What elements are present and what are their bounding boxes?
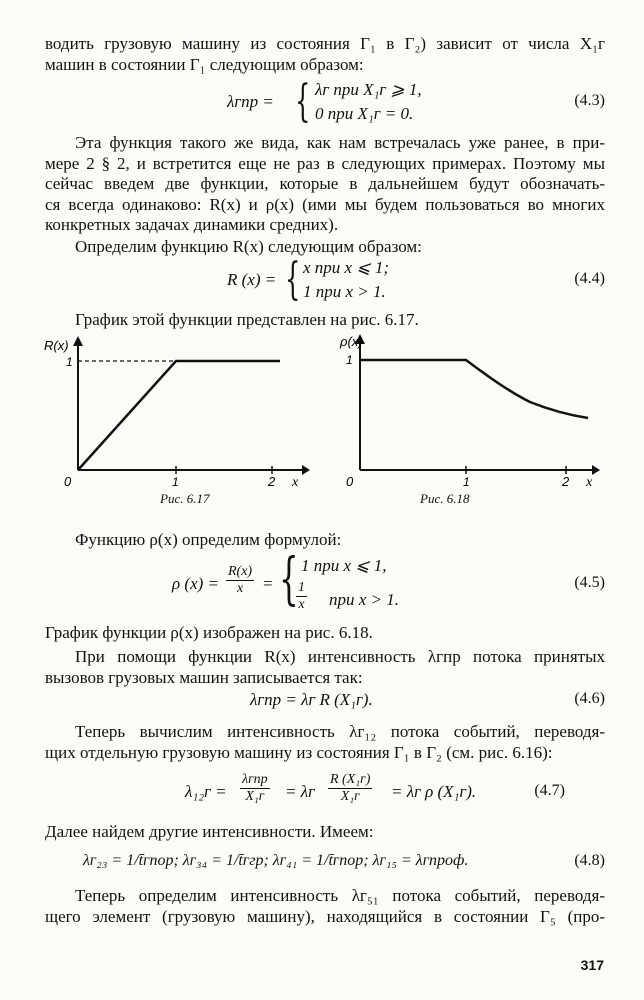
tick-label-x1: 1 [463, 475, 470, 489]
x-axis-label: x [586, 475, 593, 490]
text-line: График функции ρ(x) изображен на рис. 6.18. [45, 623, 373, 642]
eq-lhs: λ₁₂ᴦ = [185, 782, 227, 801]
page-number: 317 [580, 957, 604, 973]
text-line: Функцию ρ(x) определим формулой: [75, 530, 342, 549]
figure-caption: Рис. 6.18 [420, 491, 470, 506]
equation-number: (4.8) [574, 852, 605, 869]
text-line: При помощи функции R(x) интенсивность λᴦпр потока принятых [75, 647, 605, 666]
text-line: машин в состоянии Г₁ следующим образом: [45, 54, 364, 74]
paragraph-functions [45, 133, 605, 236]
eq-lhs: R (x) = [227, 270, 277, 289]
eq-rhs: = λᴦ ρ (X₁ᴦ). [391, 782, 477, 801]
equation-number: (4.5) [574, 574, 605, 591]
text-line: ся всегда одинаково: R(x) и ρ(x) (ими мы будем пользоваться во многих [45, 194, 605, 214]
paragraph-define-r [45, 237, 605, 258]
y-axis-arrow [73, 336, 83, 346]
paragraph-graph-ref [45, 310, 605, 331]
origin-label: 0 [64, 474, 72, 489]
x-axis-arrow [302, 465, 310, 475]
tick-label-x2: 2 [268, 474, 276, 489]
text-line: График этой функции представлен на рис. 6.17. [75, 310, 419, 329]
text-line: сейчас введем две функции, которые в дальнейшем будут обозначать- [45, 174, 605, 193]
paragraph-define-rho [45, 530, 605, 551]
figure-caption: Рис. 6.17 [160, 491, 210, 506]
eq-lhs: ρ (x) = [172, 574, 219, 593]
tick-label-y1: 1 [346, 353, 353, 367]
eq-expr: λᴦ₂₃ = 1/t̄ᴦпор; λᴦ₃₄ = 1/t̄ᴦгр; λᴦ₄₁ = 1/t̄ᴦпор; λᴦ₁₅ = λᴦпроф. [83, 852, 469, 869]
figure-6-17 [40, 330, 310, 500]
tick-label-x2: 2 [562, 474, 570, 489]
figure-6-18 [330, 330, 610, 500]
text-line: Теперь вычислим интенсивность λᴦ₁₂ потока событий, переводя- [75, 722, 605, 741]
eq-mid: = λᴦ [285, 782, 315, 801]
brace-symbol: { [295, 76, 311, 127]
text-line: Теперь определим интенсивность λᴦ₅₁ потока событий, переводя- [75, 886, 605, 905]
equation-4-3 [45, 78, 605, 128]
eq-lhs: λᴦпр = [227, 92, 274, 111]
paragraph-graph-rho [45, 623, 605, 644]
paragraph-lambda51 [45, 886, 605, 927]
brace-symbol: { [279, 547, 299, 612]
equation-number: (4.4) [574, 270, 605, 287]
equation-number: (4.3) [574, 92, 605, 109]
paragraph-r-intensity [45, 647, 605, 688]
origin-label: 0 [346, 474, 354, 489]
text-line: конкретных задачах динамики средних). [45, 215, 339, 234]
equation-4-5 [45, 547, 605, 616]
fraction [328, 772, 372, 805]
curve-rho-of-x [360, 360, 588, 418]
text-line: щего элемент (грузовую машину), находящийся в состоянии Г₅ (про- [45, 906, 605, 926]
text-line: вызовов грузовых машин записывается так: [45, 667, 363, 687]
eq-case: 1 при x ⩽ 1, [301, 556, 387, 575]
fraction-numerator: R (X₁ᴦ) [330, 772, 371, 787]
text-line: водить грузовую машину из состояния Г₁ в Г₂) зависит от числа X₁ᴦ [45, 34, 605, 53]
fraction-numerator: λᴦпр [242, 772, 268, 787]
text-line: щих отдельную грузовую машину из состояния Г₁ в Г₂ (см. рис. 6.16): [45, 742, 553, 762]
equation-4-7 [45, 768, 605, 818]
text-line: Далее найдем другие интенсивности. Имеем: [45, 822, 374, 841]
fraction [296, 580, 307, 613]
curve-r-of-x [78, 361, 280, 470]
equation-number: (4.7) [534, 782, 565, 799]
paragraph-intro [45, 34, 605, 75]
tick-label-x1: 1 [172, 475, 179, 489]
eq-case: при x > 1. [329, 590, 400, 609]
fraction [240, 772, 270, 805]
fraction-denominator: x [298, 597, 305, 612]
eq-case: λᴦ при X₁ᴦ ⩾ 1, [315, 80, 422, 99]
fraction-numerator: R(x) [228, 564, 253, 579]
eq-expr: λᴦпр = λᴦ R (X₁ᴦ). [250, 690, 373, 709]
y-axis-label: R(x) [44, 338, 69, 353]
text-line: мере 2 § 2, и встретится еще не раз в следующих примерах. Поэтому мы [45, 153, 605, 173]
eq-sign: = [263, 574, 273, 593]
tick-label-y1: 1 [66, 355, 73, 369]
text-line: Определим функцию R(x) следующим образом: [75, 237, 422, 256]
eq-case: x при x ⩽ 1; [303, 258, 389, 277]
equation-number: (4.6) [574, 690, 605, 707]
y-axis-label: ρ(x) [340, 334, 363, 349]
equation-4-4 [45, 256, 605, 306]
fraction-denominator: X₁ᴦ [340, 789, 360, 804]
x-axis-label: x [292, 475, 299, 490]
x-axis-arrow [592, 465, 600, 475]
text-line: Эта функция такого же вида, как нам встречалась уже ранее, в при- [75, 133, 605, 152]
paragraph-lambda12 [45, 722, 605, 763]
paragraph-other-intensities [45, 822, 605, 843]
equation-4-8 [45, 852, 605, 876]
eq-case: 0 при X₁ᴦ = 0. [315, 104, 414, 123]
fraction-denominator: x [236, 581, 244, 596]
fraction-numerator: 1 [298, 580, 305, 595]
equation-4-6 [45, 690, 605, 714]
fraction-denominator: X₁ᴦ [245, 789, 265, 804]
brace-symbol: { [285, 254, 301, 305]
fraction [226, 564, 254, 597]
eq-case: 1 при x > 1. [303, 282, 386, 301]
